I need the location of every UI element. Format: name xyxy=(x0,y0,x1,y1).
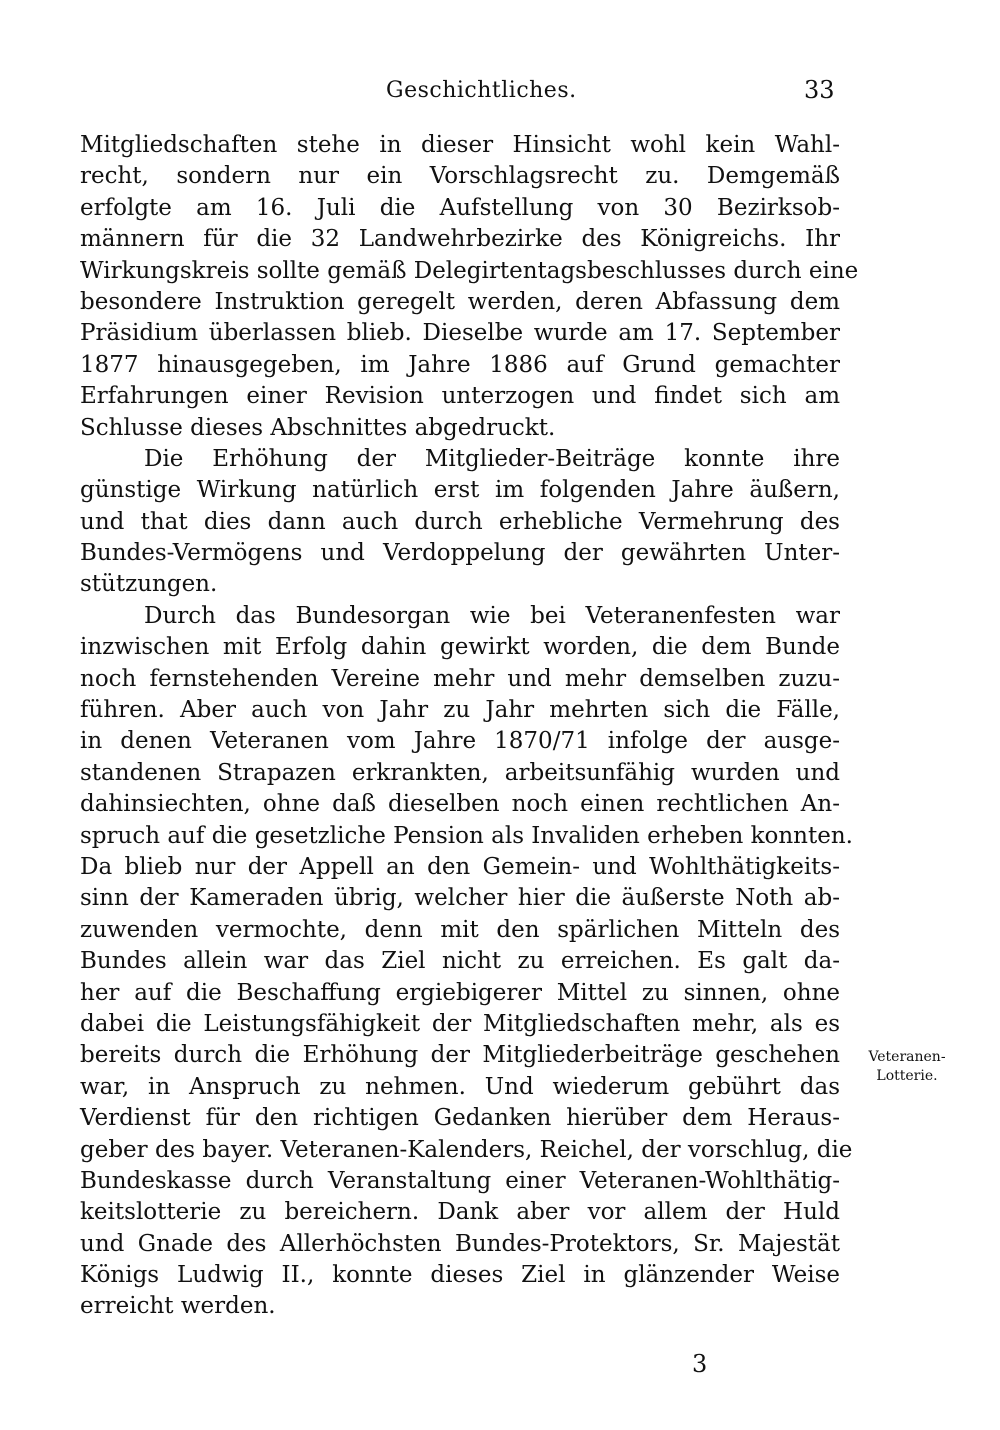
text-line-36: und Gnade des Allerhöchsten Bundes-Protektors, Sr. Majestät xyxy=(80,1230,840,1257)
text-line-3: erfolgte am 16. Juli die Aufstellung von 30 Bezirksob- xyxy=(80,194,840,221)
text-line-8: 1877 hinausgegeben, im Jahre 1886 auf Grund gemachter xyxy=(80,351,840,378)
text-line-31: war, in Anspruch zu nehmen. Und wiederum gebührt das xyxy=(80,1073,840,1100)
margin-note xyxy=(862,1048,952,1086)
text-line-29: dabei die Leistungsfähigkeit der Mitgliedschaften mehr, als es xyxy=(80,1010,840,1037)
text-line-2: recht, sondern nur ein Vorschlagsrecht zu. Demgemäß xyxy=(80,163,840,190)
text-line-23: spruch auf die gesetzliche Pension als Invaliden erheben konnten. xyxy=(80,822,853,849)
text-line-12: günstige Wirkung natürlich erst im folgenden Jahre äußern, xyxy=(80,477,840,504)
text-line-13: und that dies dann auch durch erhebliche Vermehrung des xyxy=(80,508,840,535)
text-line-35: keitslotterie zu bereichern. Dank aber vor allem der Huld xyxy=(80,1199,840,1226)
text-line-9: Erfahrungen einer Revision unterzogen und findet sich am xyxy=(80,383,840,410)
text-line-17: inzwischen mit Erfolg dahin gewirkt worden, die dem Bunde xyxy=(80,634,840,661)
text-line-20: in denen Veteranen vom Jahre 1870/71 infolge der ausge- xyxy=(80,728,840,755)
text-line-32: Verdienst für den richtigen Gedanken hierüber dem Heraus- xyxy=(80,1105,840,1132)
text-line-19: führen. Aber auch von Jahr zu Jahr mehrten sich die Fälle, xyxy=(80,697,840,724)
text-line-37: Königs Ludwig II., konnte dieses Ziel in glänzender Weise xyxy=(80,1262,840,1289)
text-line-27: Bundes allein war das Ziel nicht zu erreichen. Es galt da- xyxy=(80,948,840,975)
text-line-22: dahinsiechten, ohne daß dieselben noch einen rechtlichen An- xyxy=(80,791,840,818)
text-line-6: besondere Instruktion geregelt werden, deren Abfassung dem xyxy=(80,288,840,315)
text-line-18: noch fernstehenden Vereine mehr und mehr demselben zuzu- xyxy=(80,665,840,692)
text-line-16: Durch das Bundesorgan wie bei Veteranenfesten war xyxy=(144,602,840,629)
running-head: Geschichtliches. xyxy=(386,78,577,103)
text-line-1: Mitgliedschaften stehe in dieser Hinsicht wohl kein Wahl- xyxy=(80,132,840,158)
text-line-33: geber des bayer. Veteranen-Kalenders, Reichel, der vorschlug, die xyxy=(80,1136,853,1163)
text-line-26: zuwenden vermochte, denn mit den spärlichen Mitteln des xyxy=(80,916,840,943)
text-line-10: Schlusse dieses Abschnittes abgedruckt. xyxy=(80,414,556,441)
text-line-24: Da blieb nur der Appell an den Gemein- und Wohlthätigkeits- xyxy=(80,853,840,880)
signature-mark: 3 xyxy=(692,1350,708,1378)
page-number: 33 xyxy=(804,76,835,104)
text-line-34: Bundeskasse durch Veranstaltung einer Veteranen-Wohlthätig- xyxy=(80,1167,840,1194)
text-line-15: stützungen. xyxy=(80,571,218,598)
text-line-14: Bundes-Vermögens und Verdoppelung der gewährten Unter- xyxy=(80,540,840,567)
text-line-25: sinn der Kameraden übrig, welcher hier die äußerste Noth ab- xyxy=(80,885,840,912)
text-line-5: Wirkungskreis sollte gemäß Delegirtentagsbeschlusses durch eine xyxy=(80,257,859,284)
margin-note-line-2: Lotterie. xyxy=(876,1068,938,1084)
text-line-30: bereits durch die Erhöhung der Mitgliederbeiträge geschehen xyxy=(80,1042,840,1069)
text-line-21: standenen Strapazen erkrankten, arbeitsunfähig wurden und xyxy=(80,759,840,786)
text-line-4: männern für die 32 Landwehrbezirke des Königreichs. Ihr xyxy=(80,226,840,253)
margin-note-line-1: Veteranen- xyxy=(868,1049,946,1065)
text-line-38: erreicht werden. xyxy=(80,1293,276,1320)
text-line-7: Präsidium überlassen blieb. Dieselbe wurde am 17. September xyxy=(80,320,840,347)
text-line-28: her auf die Beschaffung ergiebigerer Mittel zu sinnen, ohne xyxy=(80,979,840,1006)
body-text xyxy=(80,130,859,1323)
text-line-11: Die Erhöhung der Mitglieder-Beiträge konnte ihre xyxy=(144,445,840,472)
